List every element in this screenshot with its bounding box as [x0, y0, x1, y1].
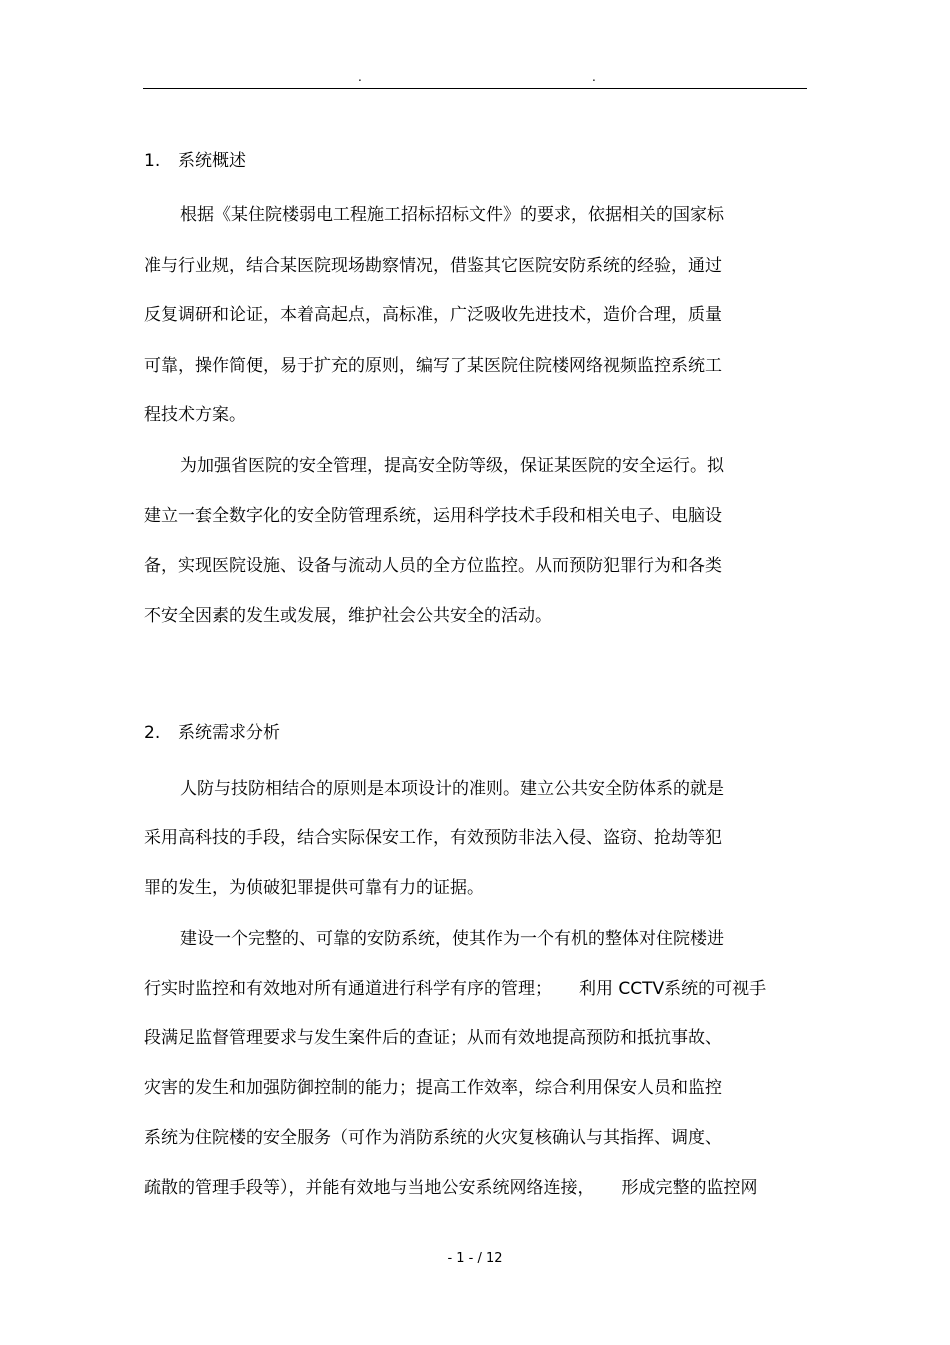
paragraph-line: 不安全因素的发生或发展，维护社会公共安全的活动。 [144, 606, 552, 626]
page-number: - 1 - / 12 [447, 1251, 503, 1266]
paragraph-line: 为加强省医院的安全管理，提高安全防等级，保证某医院的安全运行。拟 [180, 456, 724, 476]
header-mark: . [592, 70, 596, 84]
section-title: 系统概述 [178, 151, 246, 171]
paragraph-line: 建立一套全数字化的安全防管理系统，运用科学技术手段和相关电子、电脑设 [144, 506, 722, 526]
paragraph-line: 可靠，操作简便，易于扩充的原则，编写了某医院住院楼网络视频监控系统工 [144, 356, 722, 376]
paragraph-line: 根据《某住院楼弱电工程施工招标招标文件》的要求，依据相关的国家标 [180, 205, 724, 225]
paragraph-line: 罪的发生，为侦破犯罪提供可靠有力的证据。 [144, 878, 484, 898]
paragraph-line: 人防与技防相结合的原则是本项设计的准则。建立公共安全防体系的就是 [180, 779, 724, 799]
paragraph-line: 段满足监督管理要求与发生案件后的查证；从而有效地提高预防和抵抗事故、 [144, 1028, 722, 1048]
paragraph-line: 系统为住院楼的安全服务（可作为消防系统的火灾复核确认与其指挥、调度、 [144, 1128, 722, 1148]
paragraph-line: 建设一个完整的、可靠的安防系统，使其作为一个有机的整体对住院楼进 [180, 929, 724, 949]
section-number: 2. [144, 723, 161, 743]
section-heading [144, 722, 280, 744]
paragraph-line: 疏散的管理手段等），并能有效地与当地公安系统网络连接， 形成完整的监控网 [144, 1178, 758, 1198]
paragraph-line: 反复调研和论证，本着高起点，高标准，广泛吸收先进技术，造价合理，质量 [144, 305, 722, 325]
paragraph-line: 备，实现医院设施、设备与流动人员的全方位监控。从而预防犯罪行为和各类 [144, 556, 722, 576]
header-rule [143, 88, 807, 89]
paragraph-line: 灾害的发生和加强防御控制的能力；提高工作效率，综合利用保安人员和监控 [144, 1078, 722, 1098]
section-title: 系统需求分析 [178, 723, 280, 743]
paragraph-line: 程技术方案。 [144, 405, 246, 425]
paragraph-line: 采用高科技的手段，结合实际保安工作，有效预防非法入侵、盗窃、抢劫等犯 [144, 828, 722, 848]
section-heading [144, 150, 246, 172]
paragraph-line: 准与行业规，结合某医院现场勘察情况，借鉴其它医院安防系统的经验，通过 [144, 256, 722, 276]
paragraph-line: 行实时监控和有效地对所有通道进行科学有序的管理； 利用 CCTV系统的可视手 [144, 979, 767, 999]
section-number: 1. [144, 151, 161, 171]
header-mark: . [358, 70, 362, 84]
